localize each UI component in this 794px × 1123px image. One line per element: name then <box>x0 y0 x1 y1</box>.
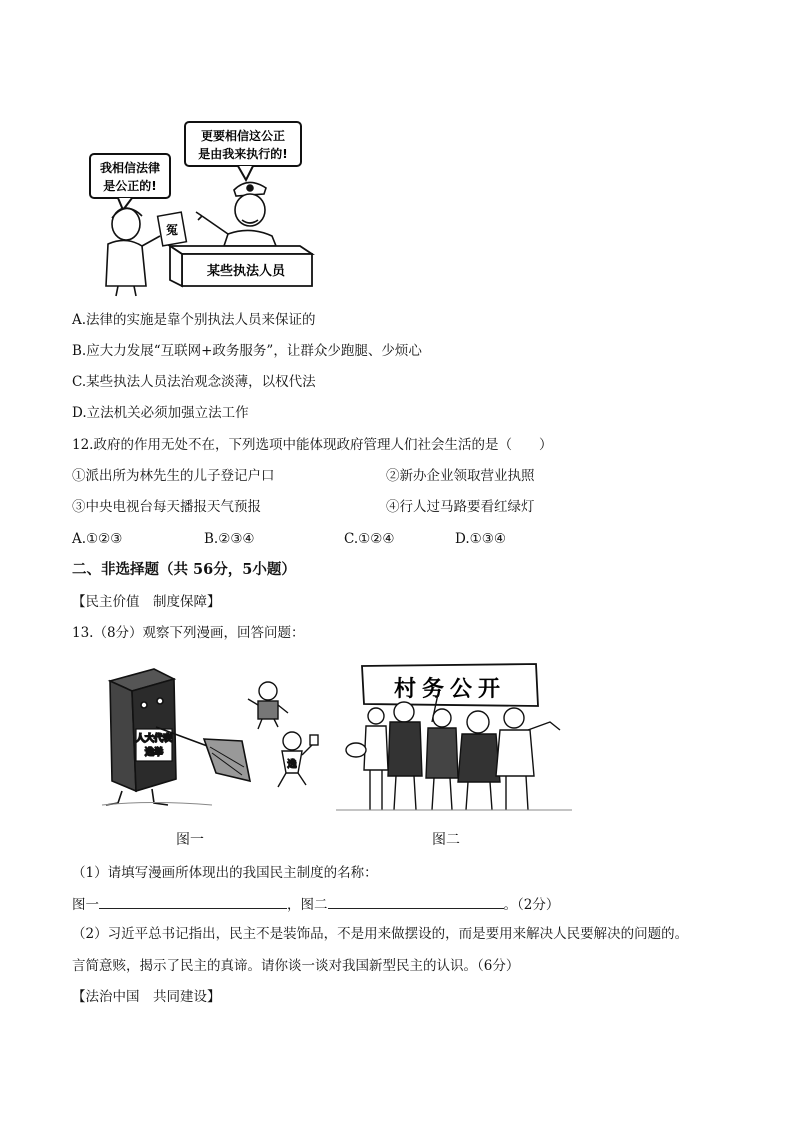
q11-option-c: C.某些执法人员法治观念淡薄，以权代法 <box>72 374 316 390</box>
kid-badge: 选 <box>287 760 297 770</box>
desk-label: 某些执法人员 <box>206 264 286 279</box>
kid-running <box>278 732 318 787</box>
fill-label-fig2: ，图二 <box>287 897 328 913</box>
q12-item-2: ②新办企业领取营业执照 <box>386 468 535 484</box>
banner-text: 村务公开 <box>393 677 507 702</box>
cartoon-figure-1 <box>92 655 332 810</box>
bubble-officer-line2: 是由我来执行的! <box>198 147 288 161</box>
fill-end: 。（2分） <box>503 897 560 913</box>
ballot-box-label1: 人大代表 <box>135 734 173 744</box>
paper-label: 冤 <box>165 223 179 237</box>
citizen-figure <box>106 208 160 296</box>
q13-stem: 13.（8分）观察下列漫画，回答问题： <box>72 625 305 641</box>
q11-option-b: B.应大力发展“互联网+政务服务”，让群众少跑腿、少烦心 <box>72 343 422 359</box>
q12-item-3: ③中央电视台每天播报天气预报 <box>72 499 261 515</box>
bubble-officer-line1: 更要相信这公正 <box>200 129 286 143</box>
q12-item-4: ④行人过马路要看红绿灯 <box>386 499 535 515</box>
q12-choice-d: D.①③④ <box>455 531 506 547</box>
q13-fill-row <box>72 894 559 914</box>
answer-blank-fig2[interactable] <box>328 894 504 909</box>
q13-sub2-line1: （2）习近平总书记指出，民主不是装饰品，不是用来做摆设的，而是要用来解决人民要解决的问题的。 <box>72 926 689 942</box>
kid-flying <box>248 682 288 729</box>
figure-1-caption: 图一 <box>176 832 204 848</box>
fill-label-fig1: 图一 <box>72 897 99 913</box>
bubble-citizen-line2: 是公正的! <box>103 179 157 193</box>
q12-choice-a: A.①②③ <box>72 531 123 547</box>
cartoon-law-enforcement <box>88 118 318 298</box>
q13-sub1: （1）请填写漫画所体现出的我国民主制度的名称： <box>72 865 378 881</box>
q12-choice-c: C.①②④ <box>344 531 395 547</box>
section3-topic: 【法治中国 共同建设】 <box>72 989 221 1005</box>
notice-banner <box>362 664 538 706</box>
ballot-box <box>106 669 176 805</box>
officer-figure <box>196 182 276 246</box>
section2-topic: 【民主价值 制度保障】 <box>72 594 221 610</box>
cartoon-figure-2 <box>336 660 576 815</box>
bubble-citizen-line1: 我相信法律 <box>99 161 161 175</box>
q11-option-a: A.法律的实施是靠个别执法人员来保证的 <box>72 312 316 328</box>
villagers-group <box>346 694 560 810</box>
answer-blank-fig1[interactable] <box>99 894 287 909</box>
section2-title: 二、非选择题（共 56分，5小题） <box>72 561 296 578</box>
q12-item-1: ①派出所为林先生的儿子登记户口 <box>72 468 275 484</box>
q12-choice-b: B.②③④ <box>204 531 255 547</box>
q11-option-d: D.立法机关必须加强立法工作 <box>72 405 249 421</box>
figure-2-caption: 图二 <box>432 832 460 848</box>
ballot-box-label2: 选举 <box>144 748 164 758</box>
enforcement-desk <box>170 246 312 286</box>
complaint-paper <box>158 212 187 246</box>
q12-stem: 12.政府的作用无处不在，下列选项中能体现政府管理人们社会生活的是（ ） <box>72 437 553 453</box>
q13-sub2-line2: 言简意赅，揭示了民主的真谛。请你谈一谈对我国新型民主的认识。（6分） <box>72 958 520 974</box>
